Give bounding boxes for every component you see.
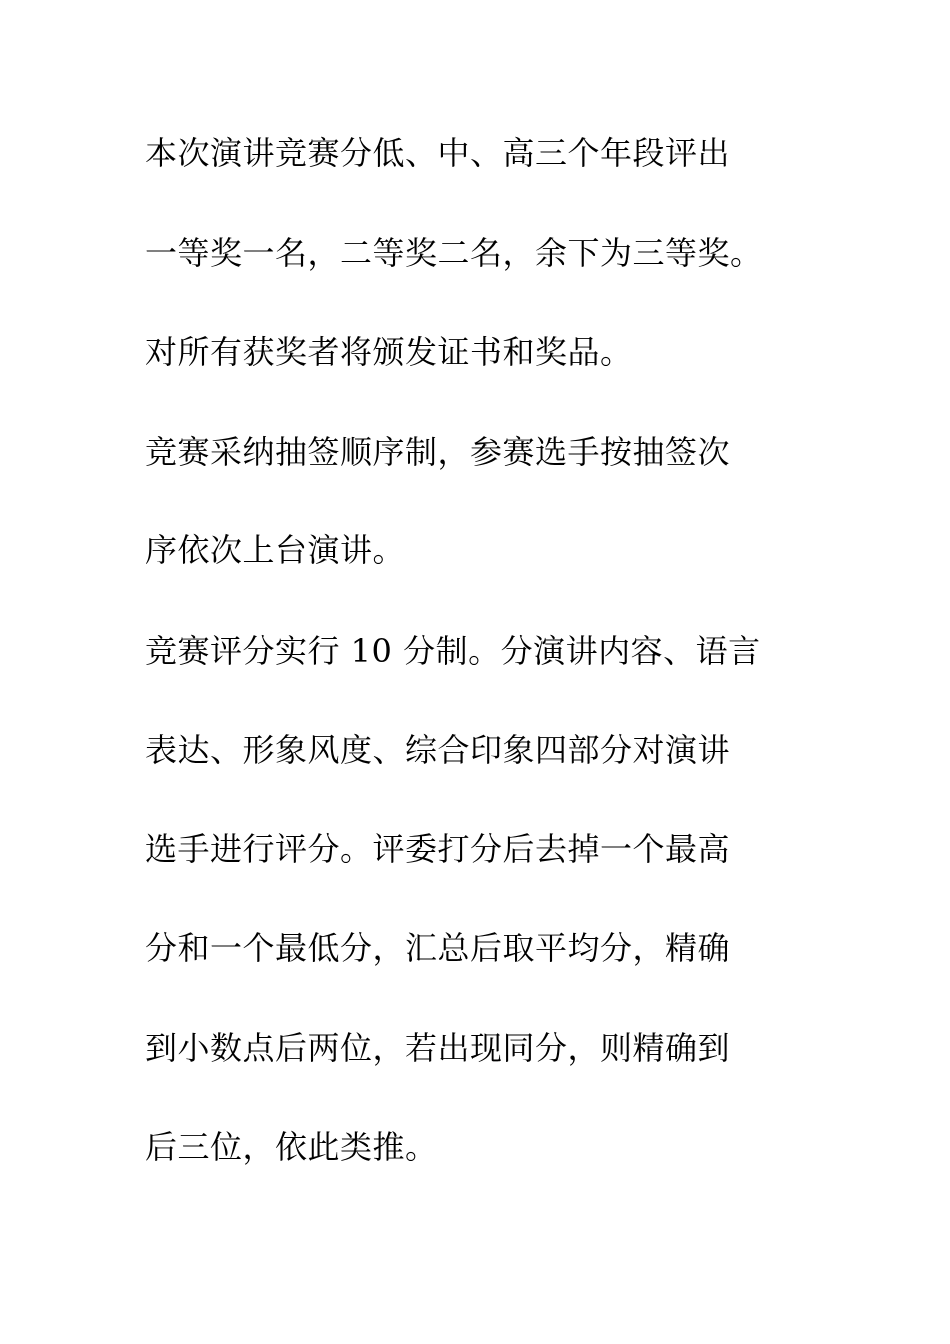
text-line-4: 竞赛采纳抽签顺序制，参赛选手按抽签次 xyxy=(145,433,731,471)
text-line-5: 序依次上台演讲。 xyxy=(145,531,406,569)
text-line-11: 后三位，依此类推。 xyxy=(145,1128,438,1166)
text-line-7: 表达、形象风度、综合印象四部分对演讲 xyxy=(145,731,731,769)
text-line-2: 一等奖一名，二等奖二名，余下为三等奖。 xyxy=(145,234,763,272)
text-line-6: 竞赛评分实行 10 分制。分演讲内容、语言 xyxy=(145,632,761,670)
text-line-3: 对所有获奖者将颁发证书和奖品。 xyxy=(145,333,633,371)
text-line-8: 选手进行评分。评委打分后去掉一个最高 xyxy=(145,830,731,868)
text-line-10: 到小数点后两位，若出现同分，则精确到 xyxy=(145,1029,731,1067)
text-line-9: 分和一个最低分，汇总后取平均分，精确 xyxy=(145,929,731,967)
text-line-1: 本次演讲竞赛分低、中、高三个年段评出 xyxy=(145,134,731,172)
